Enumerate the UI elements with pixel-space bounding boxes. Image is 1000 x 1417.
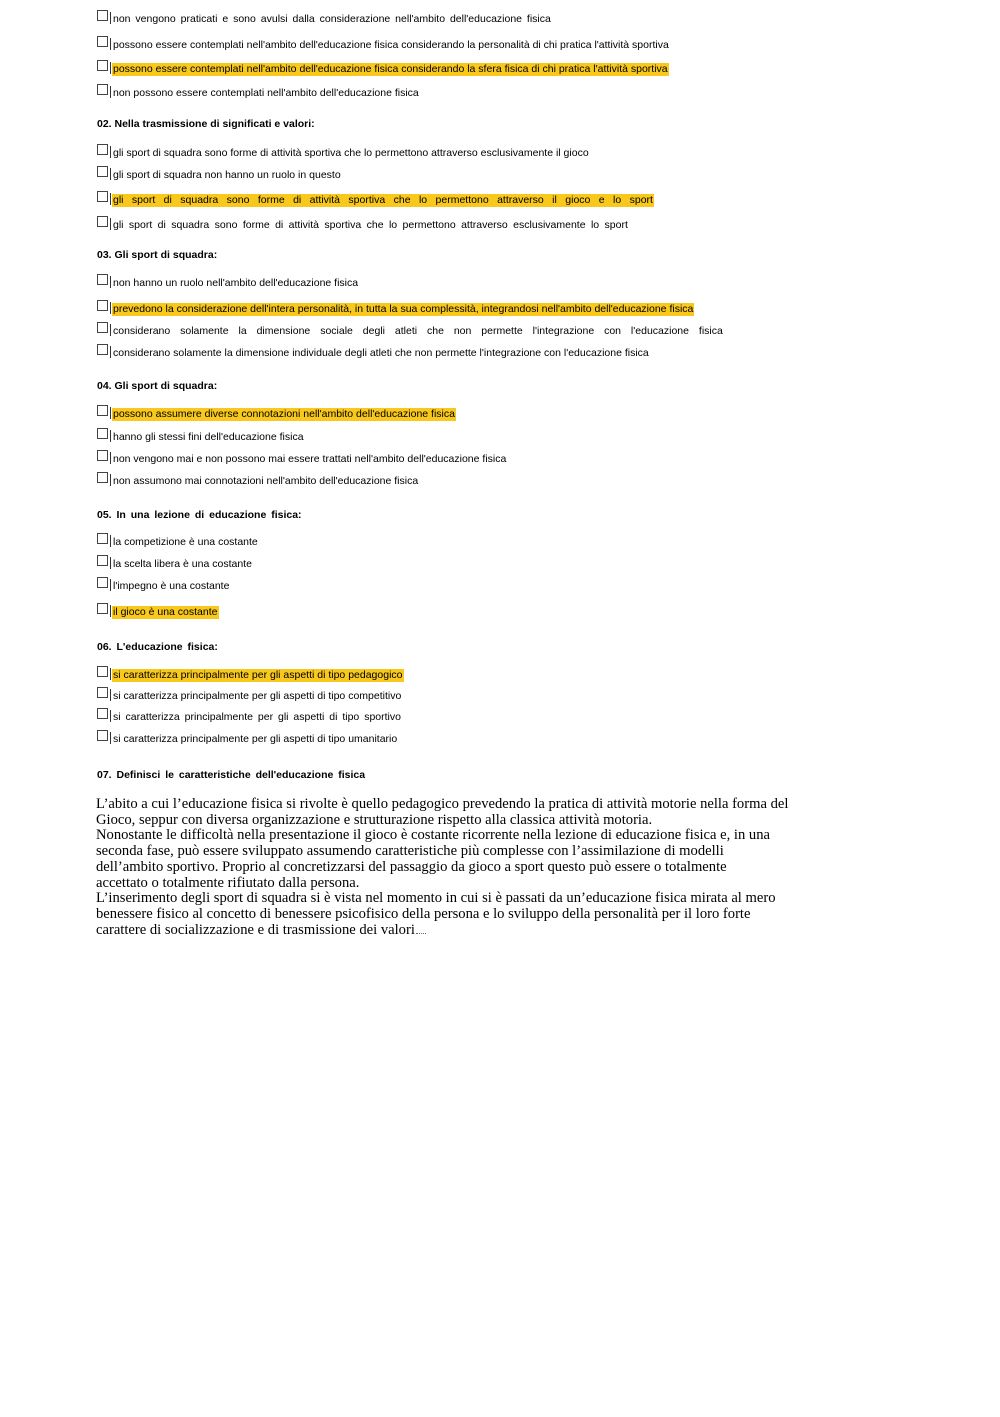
open-answer	[96, 797, 836, 938]
checkbox-icon[interactable]	[97, 322, 108, 333]
answer-line: accettato o totalmente rifiutato dalla persona.	[96, 874, 360, 891]
checkbox-icon[interactable]	[97, 36, 108, 47]
answer-line: Gioco, seppur con diversa organizzazione e strutturazione rispetto alla classica attività motoria.	[96, 811, 653, 828]
checkbox-icon[interactable]	[97, 666, 108, 677]
answer-line: benessere fisico al concetto di benessere psicofisico della persona e lo sviluppo della personalità per il loro forte	[96, 905, 751, 922]
option-text: non hanno un ruolo nell'ambito dell'educazione fisica	[113, 277, 359, 289]
option-text: possono essere contemplati nell'ambito dell'educazione fisica considerando la personalità di chi pratica l'attività sportiva	[113, 39, 669, 51]
q04-option-3[interactable]	[97, 448, 507, 466]
q03-option-3[interactable]	[97, 320, 724, 338]
question-05: 05. In una lezione di educazione fisica:	[97, 509, 302, 521]
question-02: 02. Nella trasmissione di significati e valori:	[97, 118, 315, 130]
option-text: l'impegno è una costante	[113, 580, 230, 592]
checkbox-icon[interactable]	[97, 216, 108, 227]
checkbox-icon[interactable]	[97, 730, 108, 741]
q02-option-1[interactable]	[97, 142, 590, 160]
option-text: gli sport di squadra non hanno un ruolo in questo	[113, 169, 341, 181]
q04-option-1[interactable]	[97, 403, 456, 421]
checkbox-icon[interactable]	[97, 405, 108, 416]
checkbox-icon[interactable]	[97, 555, 108, 566]
checkbox-icon[interactable]	[97, 450, 108, 461]
checkbox-icon[interactable]	[97, 274, 108, 285]
checkbox-icon[interactable]	[97, 687, 108, 698]
answer-line: carattere di socializzazione e di trasmissione dei valori	[96, 921, 415, 938]
option-text: non assumono mai connotazioni nell'ambito dell'educazione fisica	[113, 475, 419, 487]
q02-option-4[interactable]	[97, 214, 629, 232]
question-04: 04. Gli sport di squadra:	[97, 380, 218, 392]
option-text-highlighted: il gioco è una costante	[113, 606, 218, 618]
option-text: considerano solamente la dimensione sociale degli atleti che non permette l'integrazione con l'educazione fisica	[113, 325, 723, 337]
q04-option-2[interactable]	[97, 426, 305, 444]
q06-option-2[interactable]	[97, 685, 402, 703]
q01-option-4[interactable]	[97, 82, 420, 100]
q01-option-1[interactable]	[97, 8, 552, 26]
answer-line: L’inserimento degli sport di squadra si è vista nel momento in cui si è passati da un’educazione fisica mirata al mero	[96, 890, 776, 907]
option-text: gli sport di squadra sono forme di attività sportiva che lo permettono attraverso esclusivamente lo sport	[113, 219, 628, 231]
text-cursor-mark	[416, 933, 426, 934]
option-text: si caratterizza principalmente per gli aspetti di tipo competitivo	[113, 690, 402, 702]
option-text-highlighted: si caratterizza principalmente per gli aspetti di tipo pedagogico	[113, 669, 403, 681]
q01-option-3[interactable]	[97, 58, 669, 76]
q05-option-4[interactable]	[97, 601, 219, 619]
checkbox-icon[interactable]	[97, 191, 108, 202]
option-text: non possono essere contemplati nell'ambito dell'educazione fisica	[113, 87, 419, 99]
option-text: si caratterizza principalmente per gli aspetti di tipo umanitario	[113, 733, 398, 745]
checkbox-icon[interactable]	[97, 300, 108, 311]
q03-option-2[interactable]	[97, 298, 694, 316]
q06-option-1[interactable]	[97, 664, 404, 682]
q02-option-3[interactable]	[97, 189, 654, 207]
checkbox-icon[interactable]	[97, 533, 108, 544]
q06-option-4[interactable]	[97, 728, 398, 746]
option-text-highlighted: possono essere contemplati nell'ambito dell'educazione fisica considerando la sfera fisica di chi pratica l'attività sportiva	[113, 63, 668, 75]
question-06: 06. L'educazione fisica:	[97, 641, 218, 653]
checkbox-icon[interactable]	[97, 472, 108, 483]
question-07: 07. Definisci le caratteristiche dell'educazione fisica	[97, 769, 366, 781]
option-text: non vengono praticati e sono avulsi dalla considerazione nell'ambito dell'educazione fisica	[113, 13, 551, 25]
question-03: 03. Gli sport di squadra:	[97, 249, 218, 261]
checkbox-icon[interactable]	[97, 166, 108, 177]
option-text: non vengono mai e non possono mai essere trattati nell'ambito dell'educazione fisica	[113, 453, 507, 465]
q03-option-4[interactable]	[97, 342, 650, 360]
answer-line: seconda fase, può essere sviluppato assumendo caratteristiche più complesse con l’assimilazione di modelli	[96, 843, 724, 860]
q05-option-2[interactable]	[97, 553, 253, 571]
option-text-highlighted: possono assumere diverse connotazioni nell'ambito dell'educazione fisica	[113, 408, 455, 420]
checkbox-icon[interactable]	[97, 577, 108, 588]
q02-option-2[interactable]	[97, 164, 342, 182]
option-text-highlighted: prevedono la considerazione dell'intera personalità, in tutta la sua complessità, integrandosi nell'ambito dell'educazione fisica	[113, 303, 694, 315]
answer-line: dell’ambito sportivo. Proprio al concretizzarsi del passaggio da gioco a sport questo può essere o totalmente	[96, 858, 727, 875]
checkbox-icon[interactable]	[97, 144, 108, 155]
option-text: hanno gli stessi fini dell'educazione fisica	[113, 431, 304, 443]
answer-line: Nonostante le difficoltà nella presentazione il gioco è costante ricorrente nella lezione di educazione fisica e, in una	[96, 827, 770, 844]
checkbox-icon[interactable]	[97, 60, 108, 71]
option-text: si caratterizza principalmente per gli aspetti di tipo sportivo	[113, 711, 401, 723]
option-text: gli sport di squadra sono forme di attività sportiva che lo permettono attraverso esclusivamente il gioco	[113, 147, 589, 159]
option-text: considerano solamente la dimensione individuale degli atleti che non permette l'integrazione con l'educazione fisica	[113, 347, 649, 359]
checkbox-icon[interactable]	[97, 84, 108, 95]
answer-line: L’abito a cui l’educazione fisica si rivolte è quello pedagogico prevedendo la pratica di attività motorie nella forma del	[96, 796, 789, 812]
q05-option-3[interactable]	[97, 575, 230, 593]
checkbox-icon[interactable]	[97, 428, 108, 439]
checkbox-icon[interactable]	[97, 10, 108, 21]
checkbox-icon[interactable]	[97, 708, 108, 719]
q04-option-4[interactable]	[97, 470, 419, 488]
option-text: la competizione è una costante	[113, 536, 258, 548]
checkbox-icon[interactable]	[97, 344, 108, 355]
option-text-highlighted: gli sport di squadra sono forme di attività sportiva che lo permettono attraverso il gioco e lo sport	[113, 194, 653, 206]
q01-option-2[interactable]	[97, 34, 670, 52]
q03-option-1[interactable]	[97, 272, 359, 290]
checkbox-icon[interactable]	[97, 603, 108, 614]
q06-option-3[interactable]	[97, 706, 402, 724]
answer-last-line	[96, 923, 836, 939]
option-text: la scelta libera è una costante	[113, 558, 252, 570]
q05-option-1[interactable]	[97, 531, 259, 549]
